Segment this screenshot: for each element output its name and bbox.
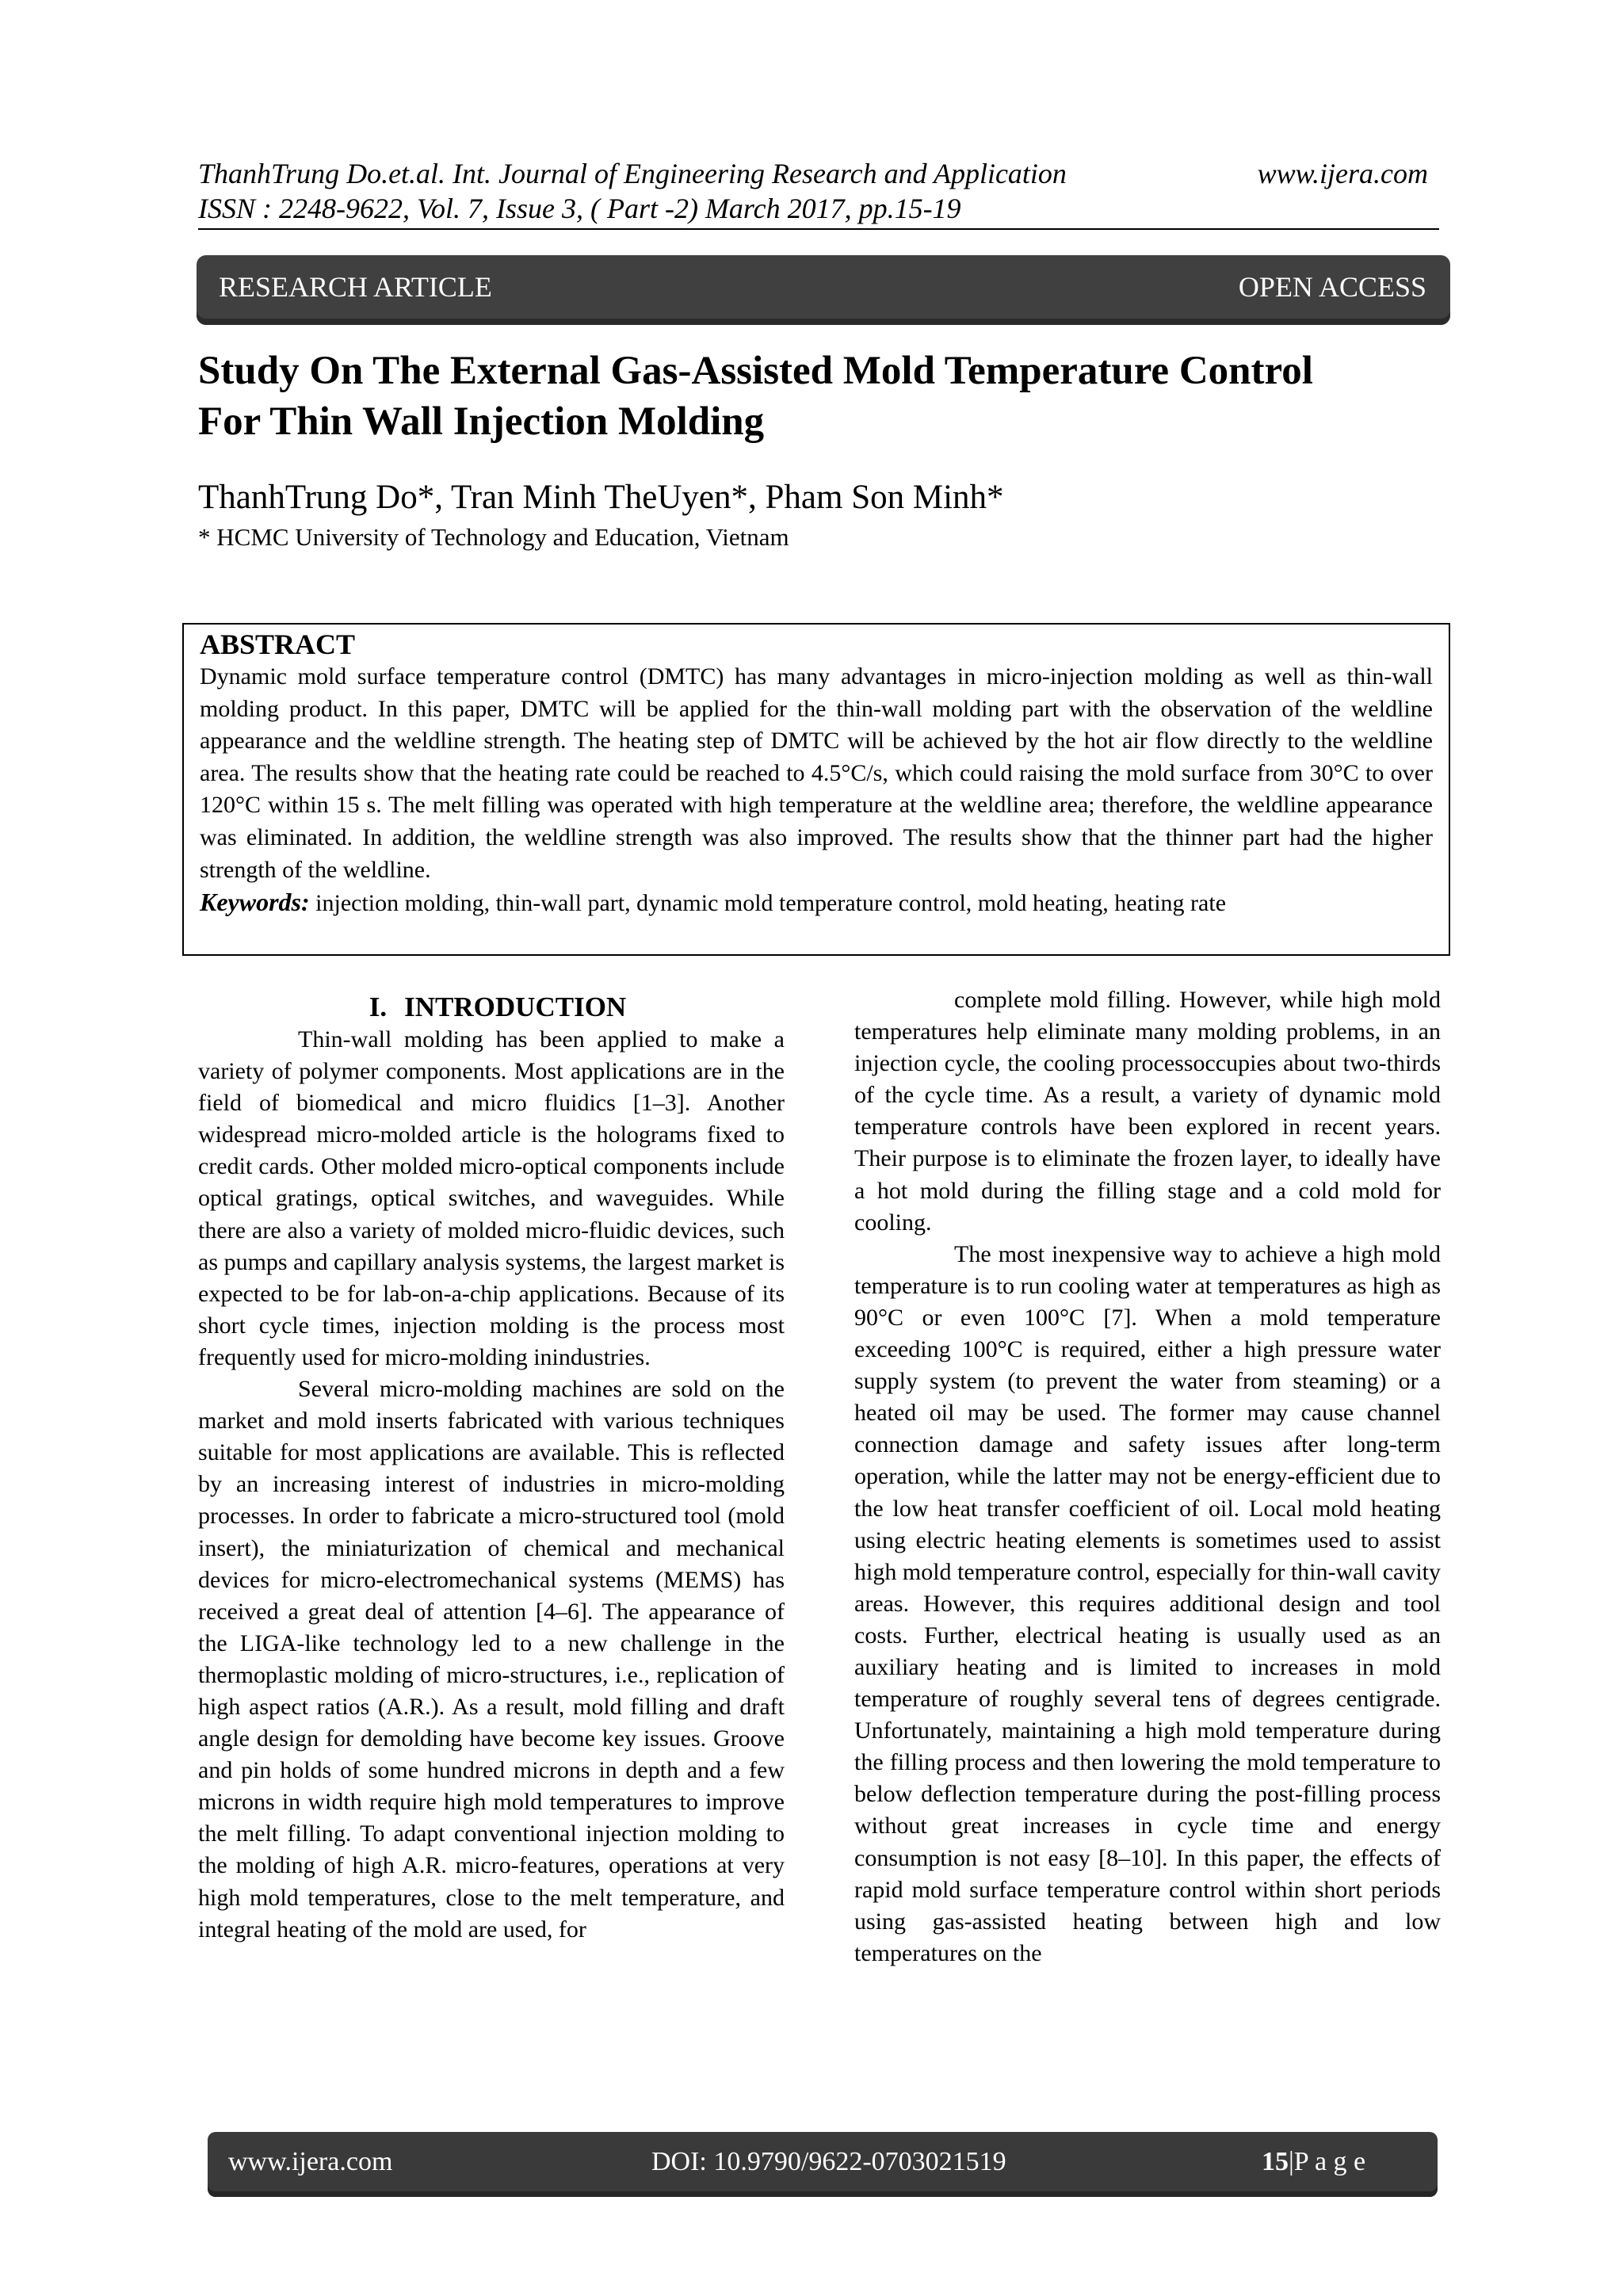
- section-title: INTRODUCTION: [404, 991, 627, 1022]
- journal-url[interactable]: www.ijera.com: [1257, 158, 1428, 189]
- page-label: |P a g e: [1289, 2147, 1366, 2176]
- journal-citation: ThanhTrung Do.et.al. Int. Journal of Engineering Research and Application: [198, 158, 1067, 189]
- page-footer: [208, 2132, 1438, 2197]
- article-type-banner: [197, 255, 1450, 325]
- intro-paragraph-2: Several micro-molding machines are sold on the market and mold inserts fabricated with various techniques suitable for most applications are available. This is reflected by an increasing interest of industries in micro-molding processes. In order to fabricate a micro-structured tool (mold insert), the miniaturization of chemical and mechanical devices for micro-electromechanical systems (MEMS) has received a great deal of attention [4–6]. The appearance of the LIGA-like technology led to a new challenge in the thermoplastic molding of micro-structures, i.e., replication of high aspect ratios (A.R.). As a result, mold filling and draft angle design for demolding have become key issues. Groove and pin holds of some hundred microns in depth and a few microns in width require high mold temperatures to improve the melt filling. To adapt conventional injection molding to the molding of high A.R. micro-features, operations at very high mold temperatures, close to the melt temperature, and integral heating of the mold are used, for: [198, 1376, 785, 1943]
- footer-doi[interactable]: DOI: 10.9790/9622-0703021519: [651, 2147, 1006, 2176]
- affiliation: * HCMC University of Technology and Education, Vietnam: [198, 523, 789, 551]
- footer-page-number: [1262, 2145, 1365, 2179]
- intro-paragraph-1: Thin-wall molding has been applied to make a variety of polymer components. Most applications are in the field of biomedical and micro fluidics [1–3]. Another widespread micro-molded article is the holograms fixed to credit cards. Other molded micro-optical components include optical gratings, optical switches, and waveguides. While there are also a variety of molded micro-fluidic devices, such as pumps and capillary analysis systems, the largest market is expected to be for lab-on-a-chip applications. Because of its short cycle times, injection molding is the process most frequently used for micro-molding inindustries.: [198, 1026, 785, 1370]
- footer-url[interactable]: www.ijera.com: [228, 2147, 393, 2176]
- issn-line: ISSN : 2248-9622, Vol. 7, Issue 3, ( Part -2) March 2017, pp.15-19: [198, 193, 961, 224]
- abstract-text: Dynamic mold surface temperature control (DMTC) has many advantages in micro-injection molding as well as thin-wall molding product. In this paper, DMTC will be applied for the thin-wall molding part with the observation of the weldline appearance and the weldline strength. The heating step of DMTC will be achieved by the hot air flow directly to the weldline area. The results show that the heating rate could be reached to 4.5°C/s, which could raising the mold surface from 30°C to over 120°C within 15 s. The melt filling was operated with high temperature at the weldline area; therefore, the weldline appearance was eliminated. In addition, the weldline strength was also improved. The results show that the thinner part had the higher strength of the weldline.: [200, 663, 1433, 883]
- paper-title-line-1: Study On The External Gas-Assisted Mold Temperature Control: [198, 349, 1313, 393]
- header-divider: [198, 228, 1439, 230]
- journal-citation-line: [198, 155, 1438, 192]
- intro-paragraph-3: complete mold filling. However, while high mold temperatures help eliminate many molding problems, in an injection cycle, the cooling processoccupies about two-thirds of the cycle time. As a result, a variety of dynamic mold temperature controls have been explored in recent years. Their purpose is to eliminate the frozen layer, to ideally have a hot mold during the filling stage and a cold mold for cooling.: [854, 987, 1441, 1236]
- intro-paragraph-4: The most inexpensive way to achieve a high mold temperature is to run cooling water at temperatures as high as 90°C or even 100°C [7]. When a mold temperature exceeding 100°C is required, either a high pressure water supply system (to prevent the water from steaming) or a heated oil may be used. The former may cause channel connection damage and safety issues after long-term operation, while the latter may not be energy-efficient due to the low heat transfer coefficient of oil. Local mold heating using electric heating elements is sometimes used to assist high mold temperature control, especially for thin-wall cavity areas. However, this requires additional design and tool costs. Further, electrical heating is usually used as an auxiliary heating and is limited to increases in mold temperature of roughly several tens of degrees centigrade. Unfortunately, maintaining a high mold temperature during the filling process and then lowering the mold temperature to below deflection temperature during the post-filling process without great increases in cycle time and energy consumption is not easy [8–10]. In this paper, the effects of rapid mold surface temperature control within short periods using gas-assisted heating between high and low temperatures on the: [854, 1240, 1441, 1966]
- abstract-heading: ABSTRACT: [200, 628, 356, 660]
- paper-title-line-2: For Thin Wall Injection Molding: [198, 399, 765, 444]
- author-list: ThanhTrung Do*, Tran Minh TheUyen*, Pham Son Minh*: [198, 479, 1004, 516]
- keywords-line: Keywords: injection molding, thin-wall part, dynamic mold temperature control, mold heating, heating rate: [200, 888, 1227, 917]
- section-number: I.: [369, 991, 388, 1022]
- right-column: [854, 984, 1441, 1969]
- left-column: [198, 991, 785, 1946]
- open-access-label: OPEN ACCESS: [1238, 271, 1426, 303]
- keywords-list: injection molding, thin-wall part, dynamic mold temperature control, mold heating, heating rate: [315, 890, 1227, 917]
- article-type-label: RESEARCH ARTICLE: [219, 271, 492, 303]
- section-heading: [198, 991, 785, 1024]
- page-number: 15: [1262, 2147, 1289, 2176]
- keywords-label: Keywords: [200, 888, 301, 917]
- abstract-box: [182, 623, 1450, 956]
- paper-title: [198, 346, 1466, 447]
